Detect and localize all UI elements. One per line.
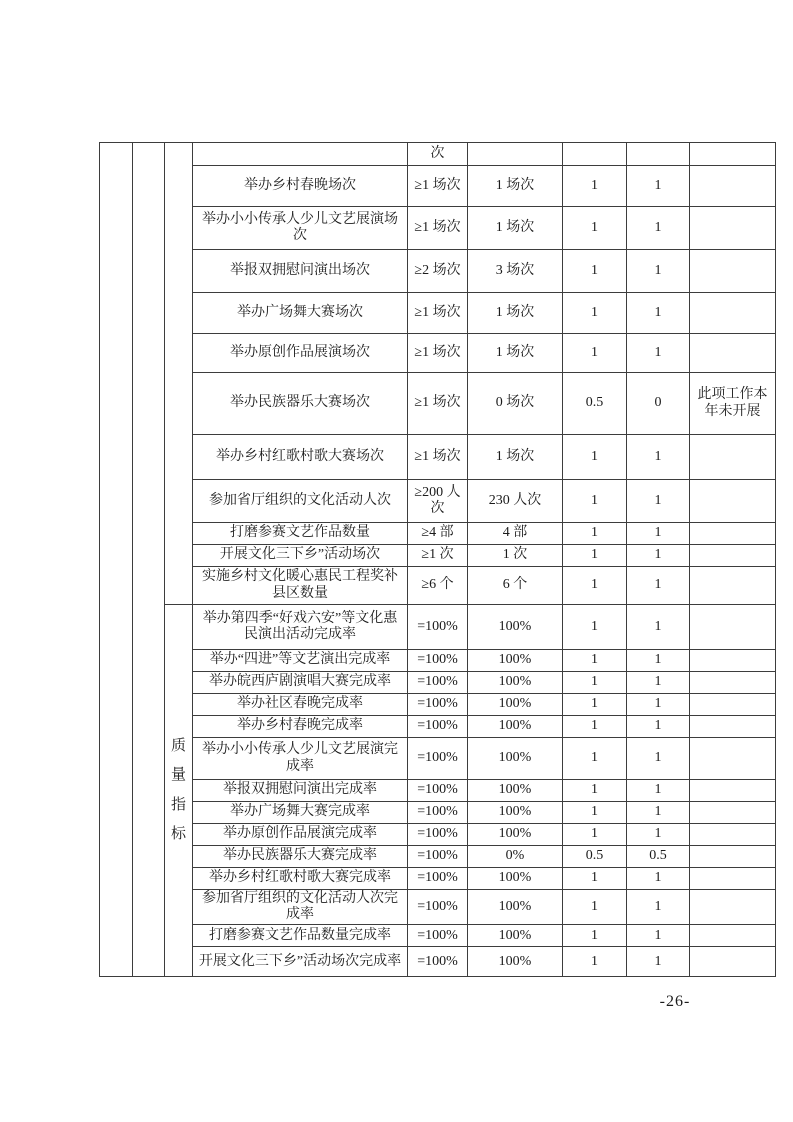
cell-item: 开展文化三下乡”活动场次 <box>193 545 408 567</box>
cell-item: 举报双拥慰问演出完成率 <box>193 780 408 802</box>
cell-actual: 100% <box>468 925 563 947</box>
cell-remark <box>690 293 776 334</box>
cell-score1: 1 <box>563 890 627 925</box>
cell-target: =100% <box>408 716 468 738</box>
cell-score2: 1 <box>627 868 690 890</box>
cell-score1: 1 <box>563 334 627 373</box>
cell-score2: 1 <box>627 738 690 780</box>
cell-target: ≥1 次 <box>408 545 468 567</box>
cell-remark <box>690 605 776 650</box>
cell-target: ≥1 场次 <box>408 435 468 480</box>
cell-score2: 1 <box>627 650 690 672</box>
table-row <box>100 545 776 567</box>
cell-target: =100% <box>408 780 468 802</box>
cell-remark <box>690 567 776 605</box>
table-row <box>100 890 776 925</box>
cell-actual: 6 个 <box>468 567 563 605</box>
cell-actual: 1 场次 <box>468 334 563 373</box>
cell-item: 参加省厅组织的文化活动人次完成率 <box>193 890 408 925</box>
cell-score1: 1 <box>563 738 627 780</box>
cell-score1: 1 <box>563 166 627 207</box>
cell-remark <box>690 545 776 567</box>
table-row <box>100 334 776 373</box>
cell-target: ≥1 场次 <box>408 293 468 334</box>
cell-score2: 1 <box>627 567 690 605</box>
cell-target: =100% <box>408 890 468 925</box>
table-row <box>100 250 776 293</box>
cell-score2: 0.5 <box>627 846 690 868</box>
cell-score1: 1 <box>563 567 627 605</box>
cell-actual: 100% <box>468 947 563 977</box>
cell-remark <box>690 846 776 868</box>
cell-actual: 3 场次 <box>468 250 563 293</box>
cell-actual: 230 人次 <box>468 480 563 523</box>
cell-remark <box>690 947 776 977</box>
cell-actual: 0 场次 <box>468 373 563 435</box>
cell-score1: 1 <box>563 293 627 334</box>
cell-score1: 1 <box>563 780 627 802</box>
cell-remark <box>690 716 776 738</box>
cell-actual: 1 场次 <box>468 166 563 207</box>
cell-score2: 1 <box>627 716 690 738</box>
cell-score2: 1 <box>627 523 690 545</box>
cell-outer-col1 <box>100 143 133 977</box>
cell-remark <box>690 166 776 207</box>
cell-actual: 100% <box>468 738 563 780</box>
cell-item: 举报双拥慰问演出场次 <box>193 250 408 293</box>
cell-target: =100% <box>408 738 468 780</box>
cell-remark <box>690 650 776 672</box>
cell-score2: 1 <box>627 207 690 250</box>
cell-actual: 100% <box>468 824 563 846</box>
cell-remark <box>690 780 776 802</box>
cell-item <box>193 143 408 166</box>
cell-target: ≥200 人次 <box>408 480 468 523</box>
table-row <box>100 143 776 166</box>
cell-score2: 1 <box>627 605 690 650</box>
cell-actual: 100% <box>468 868 563 890</box>
cell-score1: 1 <box>563 925 627 947</box>
cell-remark <box>690 435 776 480</box>
table-row <box>100 947 776 977</box>
cell-score1: 1 <box>563 716 627 738</box>
cell-target: ≥6 个 <box>408 567 468 605</box>
table-row <box>100 925 776 947</box>
cell-item: 举办民族器乐大赛场次 <box>193 373 408 435</box>
cell-actual: 1 次 <box>468 545 563 567</box>
cell-item: 举办乡村春晚场次 <box>193 166 408 207</box>
cell-score2: 1 <box>627 824 690 846</box>
cell-score2: 0 <box>627 373 690 435</box>
cell-target: ≥1 场次 <box>408 373 468 435</box>
cell-target: =100% <box>408 947 468 977</box>
cell-actual: 100% <box>468 716 563 738</box>
table-row <box>100 373 776 435</box>
cell-remark <box>690 890 776 925</box>
cell-remark: 此项工作本年未开展 <box>690 373 776 435</box>
cell-target: =100% <box>408 694 468 716</box>
cell-score1: 1 <box>563 824 627 846</box>
cell-score1: 1 <box>563 523 627 545</box>
table-row <box>100 672 776 694</box>
cell-score2: 1 <box>627 925 690 947</box>
cell-score1: 1 <box>563 545 627 567</box>
cell-score2: 1 <box>627 293 690 334</box>
cell-score1: 1 <box>563 868 627 890</box>
table-row <box>100 435 776 480</box>
cell-score2: 1 <box>627 545 690 567</box>
cell-item: 举办“四进”等文艺演出完成率 <box>193 650 408 672</box>
cell-target: =100% <box>408 846 468 868</box>
cell-score1: 1 <box>563 207 627 250</box>
cell-remark <box>690 738 776 780</box>
cell-score2: 1 <box>627 947 690 977</box>
cell-remark <box>690 672 776 694</box>
cell-score2: 1 <box>627 334 690 373</box>
cell-score2: 1 <box>627 780 690 802</box>
cell-remark <box>690 334 776 373</box>
cell-item: 举办乡村红歌村歌大赛场次 <box>193 435 408 480</box>
table-row <box>100 846 776 868</box>
cell-score2: 1 <box>627 480 690 523</box>
cell-score1 <box>563 143 627 166</box>
cell-remark <box>690 694 776 716</box>
table-row <box>100 293 776 334</box>
table-row <box>100 650 776 672</box>
table-row <box>100 605 776 650</box>
cell-score1: 1 <box>563 435 627 480</box>
cell-score2: 1 <box>627 890 690 925</box>
cell-target: =100% <box>408 824 468 846</box>
cell-score1: 1 <box>563 802 627 824</box>
table-row <box>100 480 776 523</box>
cell-item: 举办广场舞大赛完成率 <box>193 802 408 824</box>
cell-score1: 0.5 <box>563 373 627 435</box>
cell-actual: 1 场次 <box>468 293 563 334</box>
cell-actual: 100% <box>468 650 563 672</box>
cell-remark <box>690 207 776 250</box>
cell-item: 举办社区春晚完成率 <box>193 694 408 716</box>
cell-item: 打磨参赛文艺作品数量完成率 <box>193 925 408 947</box>
cell-target: =100% <box>408 868 468 890</box>
cell-item: 举办第四季“好戏六安”等文化惠民演出活动完成率 <box>193 605 408 650</box>
cell-item: 举办原创作品展演场次 <box>193 334 408 373</box>
cell-score1: 1 <box>563 694 627 716</box>
cell-score1: 1 <box>563 480 627 523</box>
table-row <box>100 716 776 738</box>
cell-score2: 1 <box>627 802 690 824</box>
cell-item: 举办民族器乐大赛完成率 <box>193 846 408 868</box>
cell-target: ≥1 场次 <box>408 166 468 207</box>
cell-remark <box>690 802 776 824</box>
cell-item: 举办小小传承人少儿文艺展演场次 <box>193 207 408 250</box>
cell-item: 举办乡村春晚完成率 <box>193 716 408 738</box>
quality-section-label: 质量指标 <box>165 605 193 977</box>
cell-remark <box>690 868 776 890</box>
table-row <box>100 567 776 605</box>
cell-actual: 4 部 <box>468 523 563 545</box>
cell-target: ≥4 部 <box>408 523 468 545</box>
table-row <box>100 802 776 824</box>
cell-item: 开展文化三下乡”活动场次完成率 <box>193 947 408 977</box>
cell-item: 举办广场舞大赛场次 <box>193 293 408 334</box>
cell-score2 <box>627 143 690 166</box>
cell-score2: 1 <box>627 672 690 694</box>
cell-score2: 1 <box>627 166 690 207</box>
cell-actual: 100% <box>468 890 563 925</box>
cell-remark <box>690 523 776 545</box>
cell-target: =100% <box>408 650 468 672</box>
cell-target: =100% <box>408 605 468 650</box>
cell-item: 打磨参赛文艺作品数量 <box>193 523 408 545</box>
cell-item: 实施乡村文化暖心惠民工程奖补县区数量 <box>193 567 408 605</box>
page-number: -26- <box>659 993 691 1010</box>
cell-remark <box>690 250 776 293</box>
cell-item: 参加省厅组织的文化活动人次 <box>193 480 408 523</box>
cell-section-label-top <box>165 143 193 605</box>
cell-score1: 1 <box>563 947 627 977</box>
cell-actual: 1 场次 <box>468 435 563 480</box>
table-row <box>100 166 776 207</box>
cell-actual <box>468 143 563 166</box>
cell-score1: 1 <box>563 605 627 650</box>
cell-remark <box>690 925 776 947</box>
cell-item: 举办小小传承人少儿文艺展演完成率 <box>193 738 408 780</box>
cell-remark <box>690 480 776 523</box>
cell-score1: 0.5 <box>563 846 627 868</box>
cell-item: 举办原创作品展演完成率 <box>193 824 408 846</box>
cell-target: ≥1 场次 <box>408 207 468 250</box>
cell-score2: 1 <box>627 694 690 716</box>
table-row <box>100 694 776 716</box>
cell-target: =100% <box>408 802 468 824</box>
table-row <box>100 738 776 780</box>
cell-target: ≥2 场次 <box>408 250 468 293</box>
cell-target: ≥1 场次 <box>408 334 468 373</box>
cell-actual: 100% <box>468 802 563 824</box>
table-row <box>100 780 776 802</box>
cell-target: 次 <box>408 143 468 166</box>
cell-actual: 100% <box>468 672 563 694</box>
cell-item: 举办乡村红歌村歌大赛完成率 <box>193 868 408 890</box>
table-row <box>100 207 776 250</box>
cell-outer-col2 <box>133 143 165 977</box>
table-row <box>100 523 776 545</box>
cell-remark <box>690 824 776 846</box>
cell-remark <box>690 143 776 166</box>
cell-actual: 100% <box>468 694 563 716</box>
cell-actual: 100% <box>468 780 563 802</box>
cell-actual: 0% <box>468 846 563 868</box>
performance-indicator-table <box>99 142 776 977</box>
table-row <box>100 824 776 846</box>
cell-target: =100% <box>408 672 468 694</box>
cell-target: =100% <box>408 925 468 947</box>
cell-actual: 100% <box>468 605 563 650</box>
table-row <box>100 868 776 890</box>
cell-item: 举办皖西庐剧演唱大赛完成率 <box>193 672 408 694</box>
cell-score2: 1 <box>627 435 690 480</box>
cell-score1: 1 <box>563 650 627 672</box>
cell-actual: 1 场次 <box>468 207 563 250</box>
cell-score1: 1 <box>563 250 627 293</box>
cell-score2: 1 <box>627 250 690 293</box>
cell-score1: 1 <box>563 672 627 694</box>
